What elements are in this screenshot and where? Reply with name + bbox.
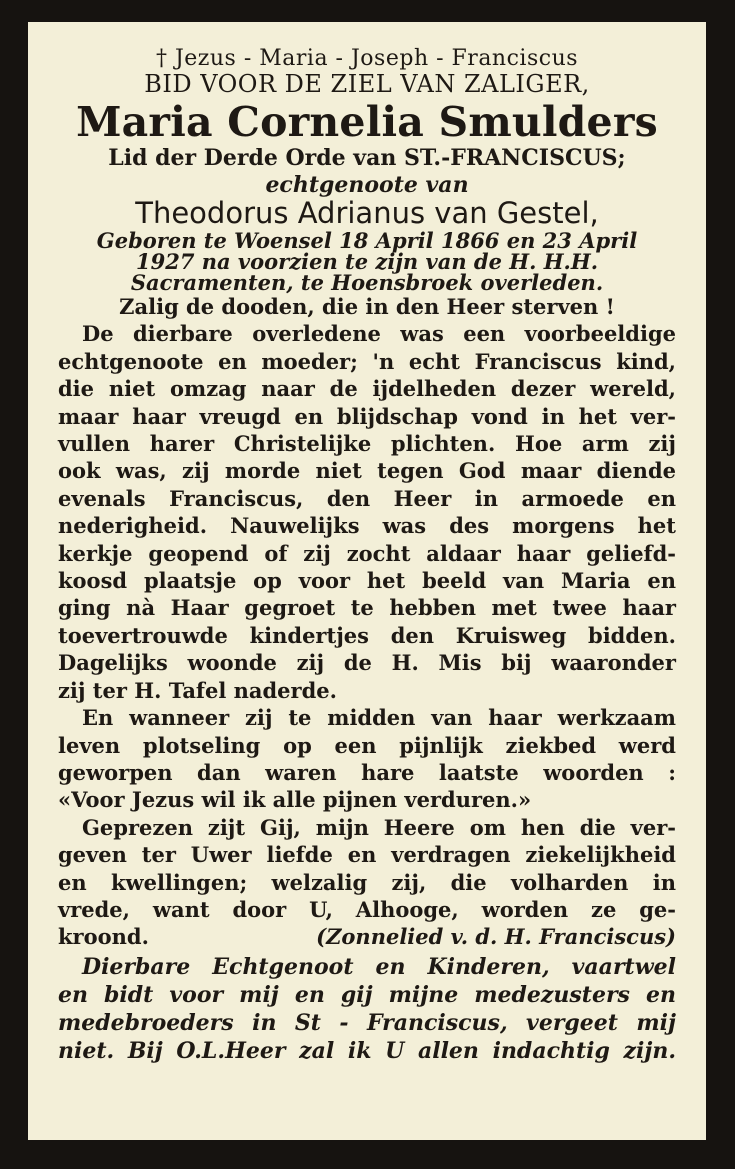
text-line: Dagelijks woonde zij de H. Mis bij waaronder (58, 650, 676, 676)
farewell-line: medebroeders in St - Franciscus, vergeet mij (58, 1009, 676, 1036)
text-line: zij ter H. Tafel naderde. (58, 677, 337, 703)
text-line: maar haar vreugd en blijdschap vond in het ver- (58, 403, 676, 429)
text-line: kerkje geopend of zij zocht aldaar haar geliefd- (58, 540, 676, 566)
spouse-name: Theodorus Adrianus van Gestel, (135, 196, 599, 230)
text-line: En wanneer zij te midden van haar werkzaam (82, 705, 676, 731)
text-line: vullen harer Christelijke plichten. Hoe arm zij (58, 431, 676, 457)
farewell-line: Dierbare Echtgenoot en Kinderen, vaartwel (82, 953, 676, 980)
membership-line: Lid der Derde Orde van ST.-FRANCISCUS; (108, 145, 626, 171)
canticle-last-line (58, 923, 676, 950)
farewell-block (58, 953, 676, 1065)
text-line: koosd plaatsje op voor het beeld van Maria en (58, 568, 676, 594)
farewell-line: niet. Bij O.L.Heer zal ik U allen indachtig zijn. (58, 1037, 676, 1064)
text-line: kroond. (58, 924, 149, 950)
invocation-line: † Jezus - Maria - Joseph - Franciscus (155, 46, 579, 71)
quote-line: «Voor Jezus wil ik alle pijnen verduren.» (58, 787, 532, 813)
text-line: en kwellingen; welzalig zij, die volharden in (58, 869, 676, 895)
text-line: echtgenoote en moeder; 'n echt Franciscus kind, (58, 348, 676, 374)
text-line: vrede, want door U, Alhooge, worden ze ge- (58, 896, 676, 922)
text-line: evenals Franciscus, den Heer in armoede en (58, 485, 676, 511)
relation-line: echtgenoote van (265, 172, 469, 198)
farewell-line: en bidt voor mij en gij mijne medezusters en (58, 981, 676, 1008)
canticle-source: (Zonnelied v. d. H. Franciscus) (316, 924, 676, 950)
body-text (58, 293, 676, 951)
beatitude: Zalig de dooden, die in den Heer sterven ! (119, 294, 615, 319)
text-line: ging nà Haar gegroet te hebben met twee haar (58, 595, 676, 621)
text-line: geven ter Uwer liefde en verdragen ziekelijkheid (58, 842, 676, 868)
text-line: De dierbare overledene was een voorbeeldige (82, 321, 676, 347)
text-line: geworpen dan waren hare laatste woorden : (58, 759, 676, 785)
text-line: ook was, zij morde niet tegen God maar diende (58, 458, 676, 484)
text-line: die niet omzag naar de ijdelheden dezer wereld, (58, 376, 676, 402)
prayer-request: BID VOOR DE ZIEL VAN ZALIGER, (144, 70, 590, 98)
text-line: nederigheid. Nauwelijks was des morgens het (58, 513, 676, 539)
text-line: Geprezen zijt Gij, mijn Heere om hen die ver- (82, 814, 676, 840)
birth-death-block (58, 230, 676, 293)
text-line: leven plotseling op een pijnlijk ziekbed werd (58, 732, 676, 758)
memorial-card (28, 22, 706, 1140)
birth-death-line: Sacramenten, te Hoensbroek overleden. (130, 270, 604, 295)
text-line: toevertrouwde kindertjes den Kruisweg bidden. (58, 622, 676, 648)
birth-death-line: Geboren te Woensel 18 April 1866 en 23 April (96, 228, 638, 253)
birth-death-line: 1927 na voorzien te zijn van de H. H.H. (135, 249, 599, 274)
deceased-name: Maria Cornelia Smulders (76, 98, 658, 146)
